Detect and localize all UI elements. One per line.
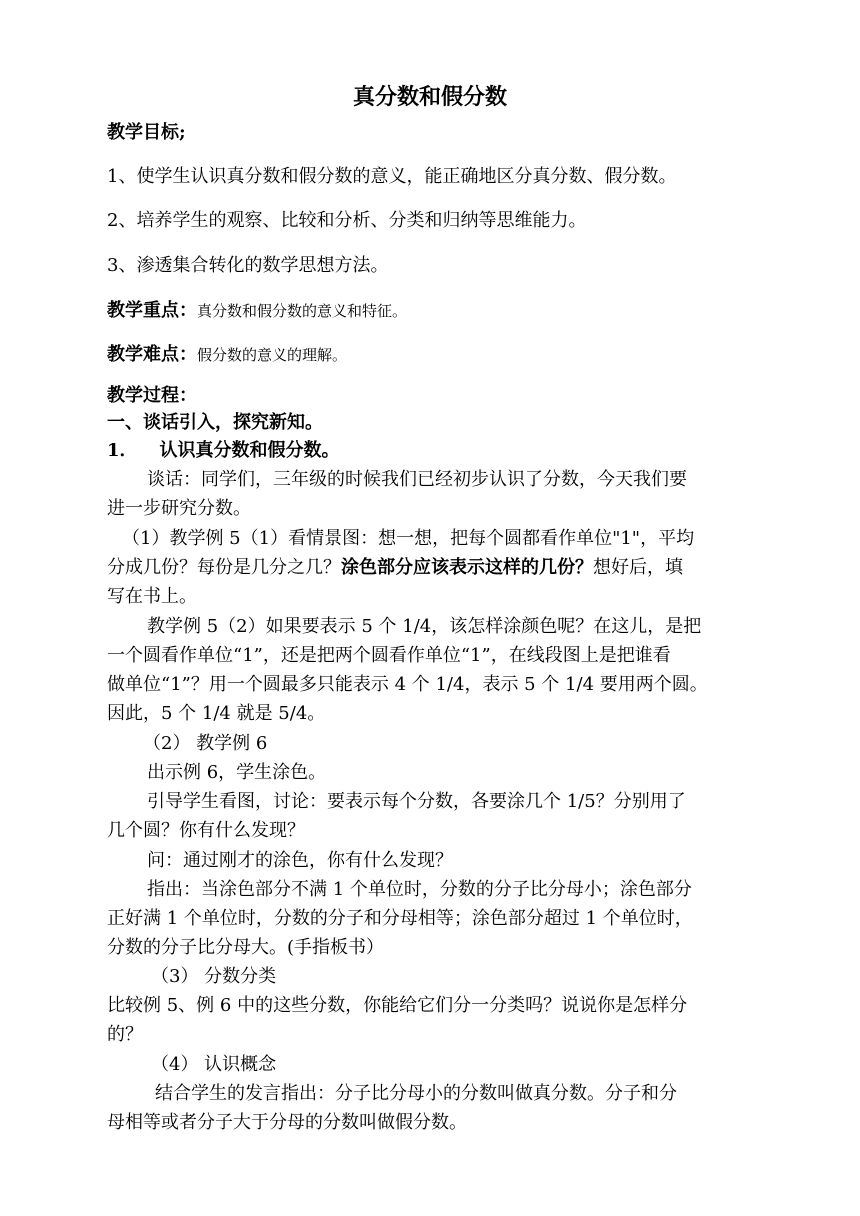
paragraph-example5-line-1: （1）教学例 5（1）看情景图：想一想，把每个圆都看作单位"1"，平均 (122, 528, 695, 549)
paragraph-point-out-line-2: 正好满 1 个单位时，分数的分子和分母相等；涂色部分超过 1 个单位时， (107, 908, 693, 929)
paragraph-example5b-line-4: 因此，5 个 1/4 就是 5/4。 (107, 703, 326, 724)
paragraph-example5-line-2 (107, 553, 683, 583)
section-4-heading: （4） 认识概念 (151, 1054, 277, 1075)
paragraph-guide-line-1: 引导学生看图，讨论：要表示每个分数，各要涂几个 1/5？分别用了 (147, 791, 686, 812)
goal-1: 1、使学生认识真分数和假分数的意义，能正确地区分真分数、假分数。 (107, 166, 677, 187)
key-point-label: 教学重点： (107, 300, 197, 321)
paragraph-concept-line-2: 母相等或者分子大于分母的分数叫做假分数。 (107, 1112, 467, 1133)
paragraph-point-out-line-1: 指出：当涂色部分不满 1 个单位时，分数的分子比分母小；涂色部分 (147, 879, 692, 900)
process-heading: 教学过程： (107, 385, 197, 406)
paragraph-example5-line-3: 写在书上。 (107, 586, 197, 607)
paragraph-intro-line-1: 谈话：同学们，三年级的时候我们已经初步认识了分数，今天我们要 (147, 469, 687, 490)
difficult-point (107, 340, 347, 370)
paragraph-concept-line-1: 结合学生的发言指出：分子比分母小的分数叫做真分数。分子和分 (155, 1083, 677, 1104)
goal-2: 2、培养学生的观察、比较和分析、分类和归纳等思维能力。 (107, 210, 587, 231)
emphasis-text: 涂色部分应该表示这样的几份？ (341, 557, 593, 578)
paragraph-example5b-line-2: 一个圆看作单位“1”，还是把两个圆看作单位“1”，在线段图上是把谁看 (107, 645, 671, 666)
paragraph-example5b-line-1: 教学例 5（2）如果要表示 5 个 1/4，该怎样涂颜色呢？在这儿，是把 (147, 616, 702, 637)
section-3-heading: （3） 分数分类 (151, 966, 277, 987)
text-segment: 想好后，填 (593, 557, 683, 578)
section-2-heading: （2） 教学例 6 (143, 733, 268, 754)
goals-heading: 教学目标; (107, 122, 186, 143)
paragraph-question: 问：通过刚才的涂色，你有什么发现？ (147, 850, 453, 871)
step1-heading (107, 436, 340, 466)
difficult-point-label: 教学难点： (107, 344, 197, 365)
paragraph-example5b-line-3: 做单位“1”？用一个圆最多只能表示 4 个 1/4，表示 5 个 1/4 要用两个圆。 (107, 674, 708, 695)
text-segment: 分成几份？每份是几分之几？ (107, 557, 341, 578)
difficult-point-text: 假分数的意义的理解。 (197, 346, 348, 364)
key-point (107, 296, 407, 326)
step1-title: 认识真分数和假分数。 (159, 440, 340, 461)
step1-number: 1． (107, 440, 138, 461)
part1-heading: 一、谈话引入，探究新知。 (107, 412, 323, 433)
goal-3: 3、渗透集合转化的数学思想方法。 (107, 255, 389, 276)
page-title: 真分数和假分数 (352, 84, 507, 110)
paragraph-classify-line-1: 比较例 5、例 6 中的这些分数，你能给它们分一分类吗？说说你是怎样分 (107, 995, 688, 1016)
paragraph-intro-line-2: 进一步研究分数。 (107, 498, 251, 519)
paragraph-classify-line-2: 的？ (107, 1024, 143, 1045)
key-point-text: 真分数和假分数的意义和特征。 (197, 302, 408, 320)
paragraph-guide-line-2: 几个圆？你有什么发现？ (107, 820, 305, 841)
paragraph-example6: 出示例 6，学生涂色。 (147, 762, 327, 783)
paragraph-point-out-line-3: 分数的分子比分母大。(手指板书） (107, 937, 385, 958)
